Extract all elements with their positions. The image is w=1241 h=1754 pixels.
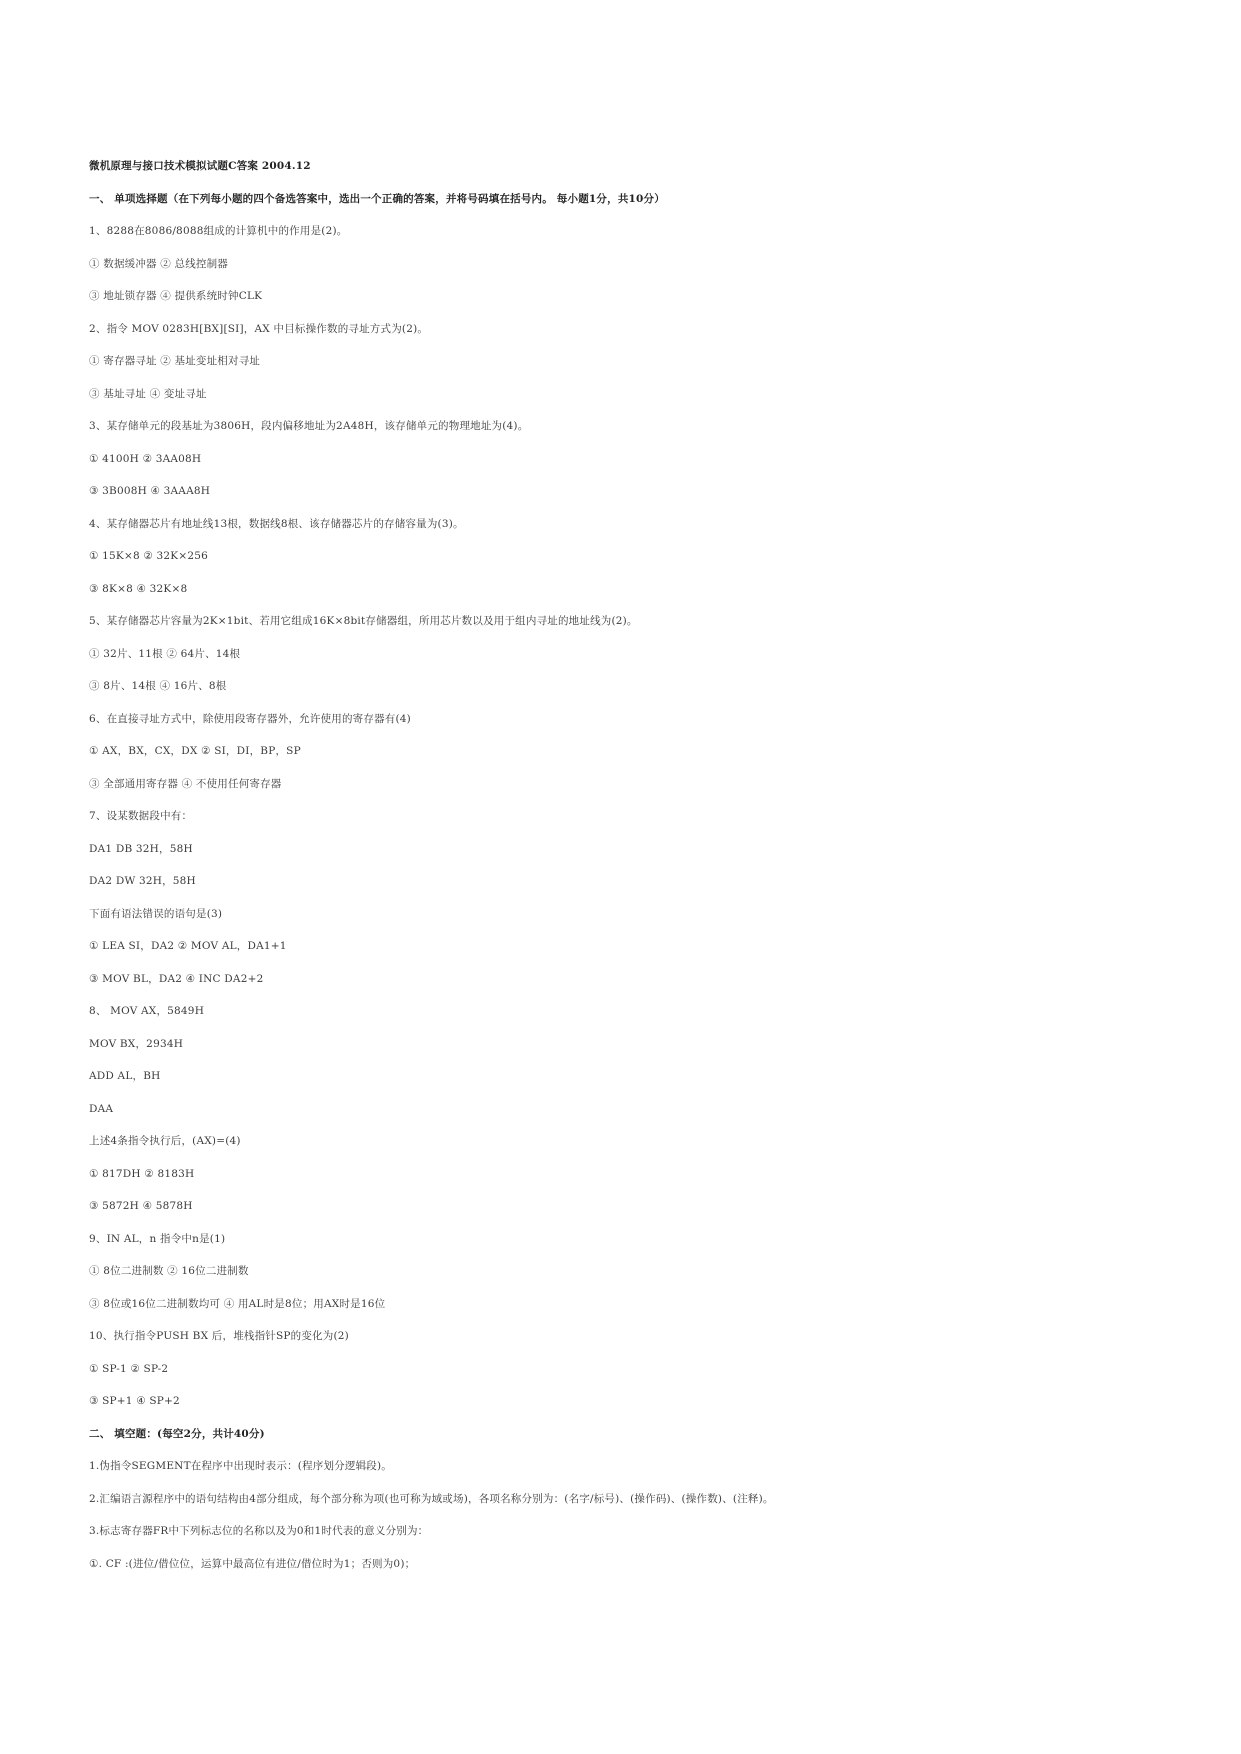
- question-6: 6、在直接寻址方式中，除使用段寄存器外，允许使用的寄存器有(4): [89, 712, 411, 725]
- options-9a: ① 8位二进制数 ② 16位二进制数: [89, 1265, 249, 1277]
- options-4b: ③ 8K×8 ④ 32K×8: [89, 582, 188, 595]
- code-line-add: ADD AL，BH: [89, 1070, 161, 1082]
- question-3: 3、某存储单元的段基址为3806H，段内偏移地址为2A48H，该存储单元的物理地址为(4)。: [89, 420, 529, 432]
- question-1: 1、8288在8086/8088组成的计算机中的作用是(2)。: [89, 225, 348, 237]
- options-8a: ① 817DH ② 8183H: [89, 1167, 195, 1180]
- question-8: 8、 MOV AX，5849H: [89, 1005, 205, 1017]
- question-2: 2、指令 MOV 0283H[BX][SI]，AX 中目标操作数的寻址方式为(2)。: [89, 322, 429, 335]
- section-heading-fill-blank: 二、 填空题：(每空2分，共计40分): [89, 1427, 265, 1440]
- section-heading-single-choice: 一、 单项选择题（在下列每小题的四个备选答案中，选出一个正确的答案，并将号码填在括号内。 每小题1分，共10分）: [89, 192, 665, 205]
- options-6b: ③ 全部通用寄存器 ④ 不使用任何寄存器: [89, 777, 282, 790]
- options-3b: ③ 3B008H ④ 3AAA8H: [89, 485, 211, 497]
- question-4: 4、某存储器芯片有地址线13根，数据线8根、该存储器芯片的存储容量为(3)。: [89, 517, 464, 530]
- question-5: 5、某存储器芯片容量为2K×1bit、若用它组成16K×8bit存储器组，所用芯片数以及用于组内寻址的地址线为(2)。: [89, 615, 638, 627]
- options-10b: ③ SP+1 ④ SP+2: [89, 1395, 180, 1407]
- options-2a: ① 寄存器寻址 ② 基址变址相对寻址: [89, 355, 261, 367]
- document: [89, 158, 1209, 1588]
- document-title: 微机原理与接口技术模拟试题C答案 2004.12: [89, 160, 311, 172]
- options-8b: ③ 5872H ④ 5878H: [89, 1200, 193, 1212]
- options-5a: ① 32片、11根 ② 64片、14根: [89, 647, 241, 660]
- question-7-prompt: 下面有语法错误的语句是(3): [89, 907, 223, 920]
- options-10a: ① SP-1 ② SP-2: [89, 1362, 169, 1375]
- options-1a: ① 数据缓冲器 ② 总线控制器: [89, 257, 229, 270]
- fill-blank-3-cf: ①. CF :(进位/借位位，运算中最高位有进位/借位时为1；否则为0)；: [89, 1557, 416, 1570]
- fill-blank-2: 2.汇编语言源程序中的语句结构由4部分组成，每个部分称为项(也可称为域或场)，各项名称分别为：(名字/标号)、(操作码)、(操作数)、(注释)。: [89, 1492, 774, 1505]
- options-1b: ③ 地址锁存器 ④ 提供系统时钟CLK: [89, 290, 263, 302]
- code-line-da1: DA1 DB 32H，58H: [89, 842, 193, 855]
- options-5b: ③ 8片、14根 ④ 16片、8根: [89, 680, 227, 692]
- fill-blank-3: 3.标志寄存器FR中下列标志位的名称以及为0和1时代表的意义分别为：: [89, 1525, 429, 1537]
- fill-blank-1: 1.伪指令SEGMENT在程序中出现时表示：(程序划分逻辑段)。: [89, 1460, 392, 1472]
- question-7: 7、设某数据段中有：: [89, 810, 193, 822]
- options-7b: ③ MOV BL，DA2 ④ INC DA2+2: [89, 972, 264, 985]
- question-10: 10、执行指令PUSH BX 后，堆栈指针SP的变化为(2): [89, 1330, 349, 1342]
- options-7a: ① LEA SI，DA2 ② MOV AL，DA1+1: [89, 940, 287, 952]
- options-6a: ① AX，BX，CX，DX ② SI，DI，BP，SP: [89, 745, 301, 757]
- question-8-prompt: 上述4条指令执行后，(AX)=(4): [89, 1135, 241, 1147]
- options-4a: ① 15K×8 ② 32K×256: [89, 550, 208, 562]
- code-line-da2: DA2 DW 32H，58H: [89, 875, 196, 887]
- code-line-mov-bx: MOV BX，2934H: [89, 1037, 184, 1050]
- options-9b: ③ 8位或16位二进制数均可 ④ 用AL时是8位；用AX时是16位: [89, 1297, 386, 1310]
- question-9: 9、IN AL，n 指令中n是(1): [89, 1232, 226, 1245]
- options-3a: ① 4100H ② 3AA08H: [89, 452, 202, 465]
- code-line-daa: DAA: [89, 1102, 114, 1115]
- options-2b: ③ 基址寻址 ④ 变址寻址: [89, 387, 207, 400]
